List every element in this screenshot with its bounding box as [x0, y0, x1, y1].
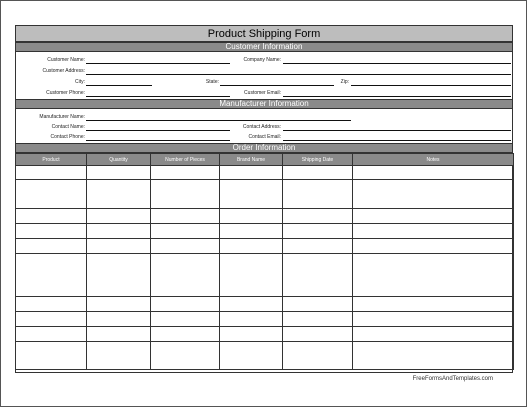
table-cell[interactable] — [220, 342, 283, 370]
customer-phone-field[interactable] — [86, 96, 230, 97]
table-cell[interactable] — [353, 239, 514, 254]
table-cell[interactable] — [16, 327, 87, 342]
table-cell[interactable] — [283, 224, 353, 239]
contact-address-field[interactable] — [283, 130, 511, 131]
table-cell[interactable] — [220, 239, 283, 254]
table-cell[interactable] — [353, 342, 514, 370]
customer-section-header: Customer Information — [15, 42, 513, 52]
city-field[interactable] — [86, 85, 152, 86]
table-cell[interactable] — [87, 254, 151, 297]
table-cell[interactable] — [353, 327, 514, 342]
column-header-notes: Notes — [353, 154, 514, 166]
manufacturer-section-header: Manufacturer Information — [15, 99, 513, 109]
table-cell[interactable] — [220, 327, 283, 342]
table-cell[interactable] — [87, 342, 151, 370]
table-cell[interactable] — [87, 209, 151, 224]
customer-email-label: Customer Email: — [244, 90, 281, 96]
table-cell[interactable] — [283, 254, 353, 297]
table-cell[interactable] — [283, 239, 353, 254]
table-row — [16, 312, 514, 327]
customer-name-field[interactable] — [86, 63, 230, 64]
table-cell[interactable] — [283, 180, 353, 209]
table-row — [16, 342, 514, 370]
column-header-shipping-date: Shipping Date — [283, 154, 353, 166]
table-cell[interactable] — [283, 209, 353, 224]
table-cell[interactable] — [353, 180, 514, 209]
customer-address-label: Customer Address: — [42, 68, 85, 74]
order-section-header: Order Information — [15, 143, 513, 153]
table-cell[interactable] — [16, 254, 87, 297]
column-header-pieces: Number of Pieces — [151, 154, 220, 166]
table-cell[interactable] — [220, 209, 283, 224]
table-cell[interactable] — [87, 312, 151, 327]
table-cell[interactable] — [151, 312, 220, 327]
table-cell[interactable] — [353, 224, 514, 239]
table-cell[interactable] — [283, 342, 353, 370]
column-header-brand: Brand Name — [220, 154, 283, 166]
table-cell[interactable] — [220, 254, 283, 297]
manufacturer-name-label: Manufacturer Name: — [39, 114, 85, 120]
table-cell[interactable] — [151, 342, 220, 370]
contact-email-field[interactable] — [283, 140, 511, 141]
customer-email-field[interactable] — [283, 96, 511, 97]
column-header-product: Product — [16, 154, 87, 166]
table-cell[interactable] — [283, 166, 353, 180]
table-cell[interactable] — [16, 239, 87, 254]
table-cell[interactable] — [353, 254, 514, 297]
table-cell[interactable] — [151, 239, 220, 254]
contact-name-label: Contact Name: — [51, 124, 85, 130]
customer-phone-label: Customer Phone: — [46, 90, 85, 96]
table-row — [16, 180, 514, 209]
contact-phone-label: Contact Phone: — [50, 134, 85, 140]
table-cell[interactable] — [87, 327, 151, 342]
table-cell[interactable] — [151, 327, 220, 342]
table-row — [16, 224, 514, 239]
table-cell[interactable] — [87, 224, 151, 239]
zip-label: Zip: — [340, 79, 349, 85]
table-cell[interactable] — [151, 254, 220, 297]
table-cell[interactable] — [87, 180, 151, 209]
table-cell[interactable] — [151, 180, 220, 209]
table-cell[interactable] — [16, 297, 87, 312]
table-cell[interactable] — [16, 312, 87, 327]
table-cell[interactable] — [220, 180, 283, 209]
table-cell[interactable] — [220, 312, 283, 327]
table-cell[interactable] — [151, 209, 220, 224]
table-row — [16, 239, 514, 254]
table-cell[interactable] — [220, 224, 283, 239]
footer-credit: FreeFormsAndTemplates.com — [412, 376, 493, 382]
contact-phone-field[interactable] — [86, 140, 230, 141]
customer-name-label: Customer Name: — [47, 57, 85, 63]
table-cell[interactable] — [87, 297, 151, 312]
table-cell[interactable] — [16, 224, 87, 239]
state-label: State: — [205, 79, 219, 85]
customer-address-field[interactable] — [86, 74, 511, 75]
form-title: Product Shipping Form — [15, 25, 513, 42]
contact-name-field[interactable] — [86, 130, 230, 131]
table-cell[interactable] — [151, 297, 220, 312]
manufacturer-name-field[interactable] — [86, 120, 351, 121]
order-table — [15, 153, 514, 370]
table-row — [16, 166, 514, 180]
table-cell[interactable] — [353, 209, 514, 224]
table-row — [16, 209, 514, 224]
table-cell[interactable] — [220, 166, 283, 180]
table-cell[interactable] — [283, 312, 353, 327]
table-cell[interactable] — [353, 166, 514, 180]
table-cell[interactable] — [151, 166, 220, 180]
table-cell[interactable] — [353, 297, 514, 312]
contact-email-label: Contact Email: — [248, 134, 281, 140]
table-row — [16, 297, 514, 312]
table-cell[interactable] — [220, 297, 283, 312]
table-cell[interactable] — [16, 342, 87, 370]
table-cell[interactable] — [353, 312, 514, 327]
order-table-header — [16, 154, 514, 166]
table-row — [16, 254, 514, 297]
table-cell[interactable] — [151, 224, 220, 239]
table-cell[interactable] — [87, 166, 151, 180]
state-field[interactable] — [220, 85, 334, 86]
city-label: City: — [75, 79, 85, 85]
table-cell[interactable] — [16, 209, 87, 224]
zip-field[interactable] — [351, 85, 511, 86]
table-cell[interactable] — [283, 297, 353, 312]
company-name-field[interactable] — [283, 63, 511, 64]
table-row — [16, 327, 514, 342]
column-header-quantity: Quantity — [87, 154, 151, 166]
table-cell[interactable] — [283, 327, 353, 342]
company-name-label: Company Name: — [243, 57, 281, 63]
contact-address-label: Contact Address: — [242, 124, 281, 130]
table-cell[interactable] — [16, 180, 87, 209]
table-cell[interactable] — [87, 239, 151, 254]
table-cell[interactable] — [16, 166, 87, 180]
